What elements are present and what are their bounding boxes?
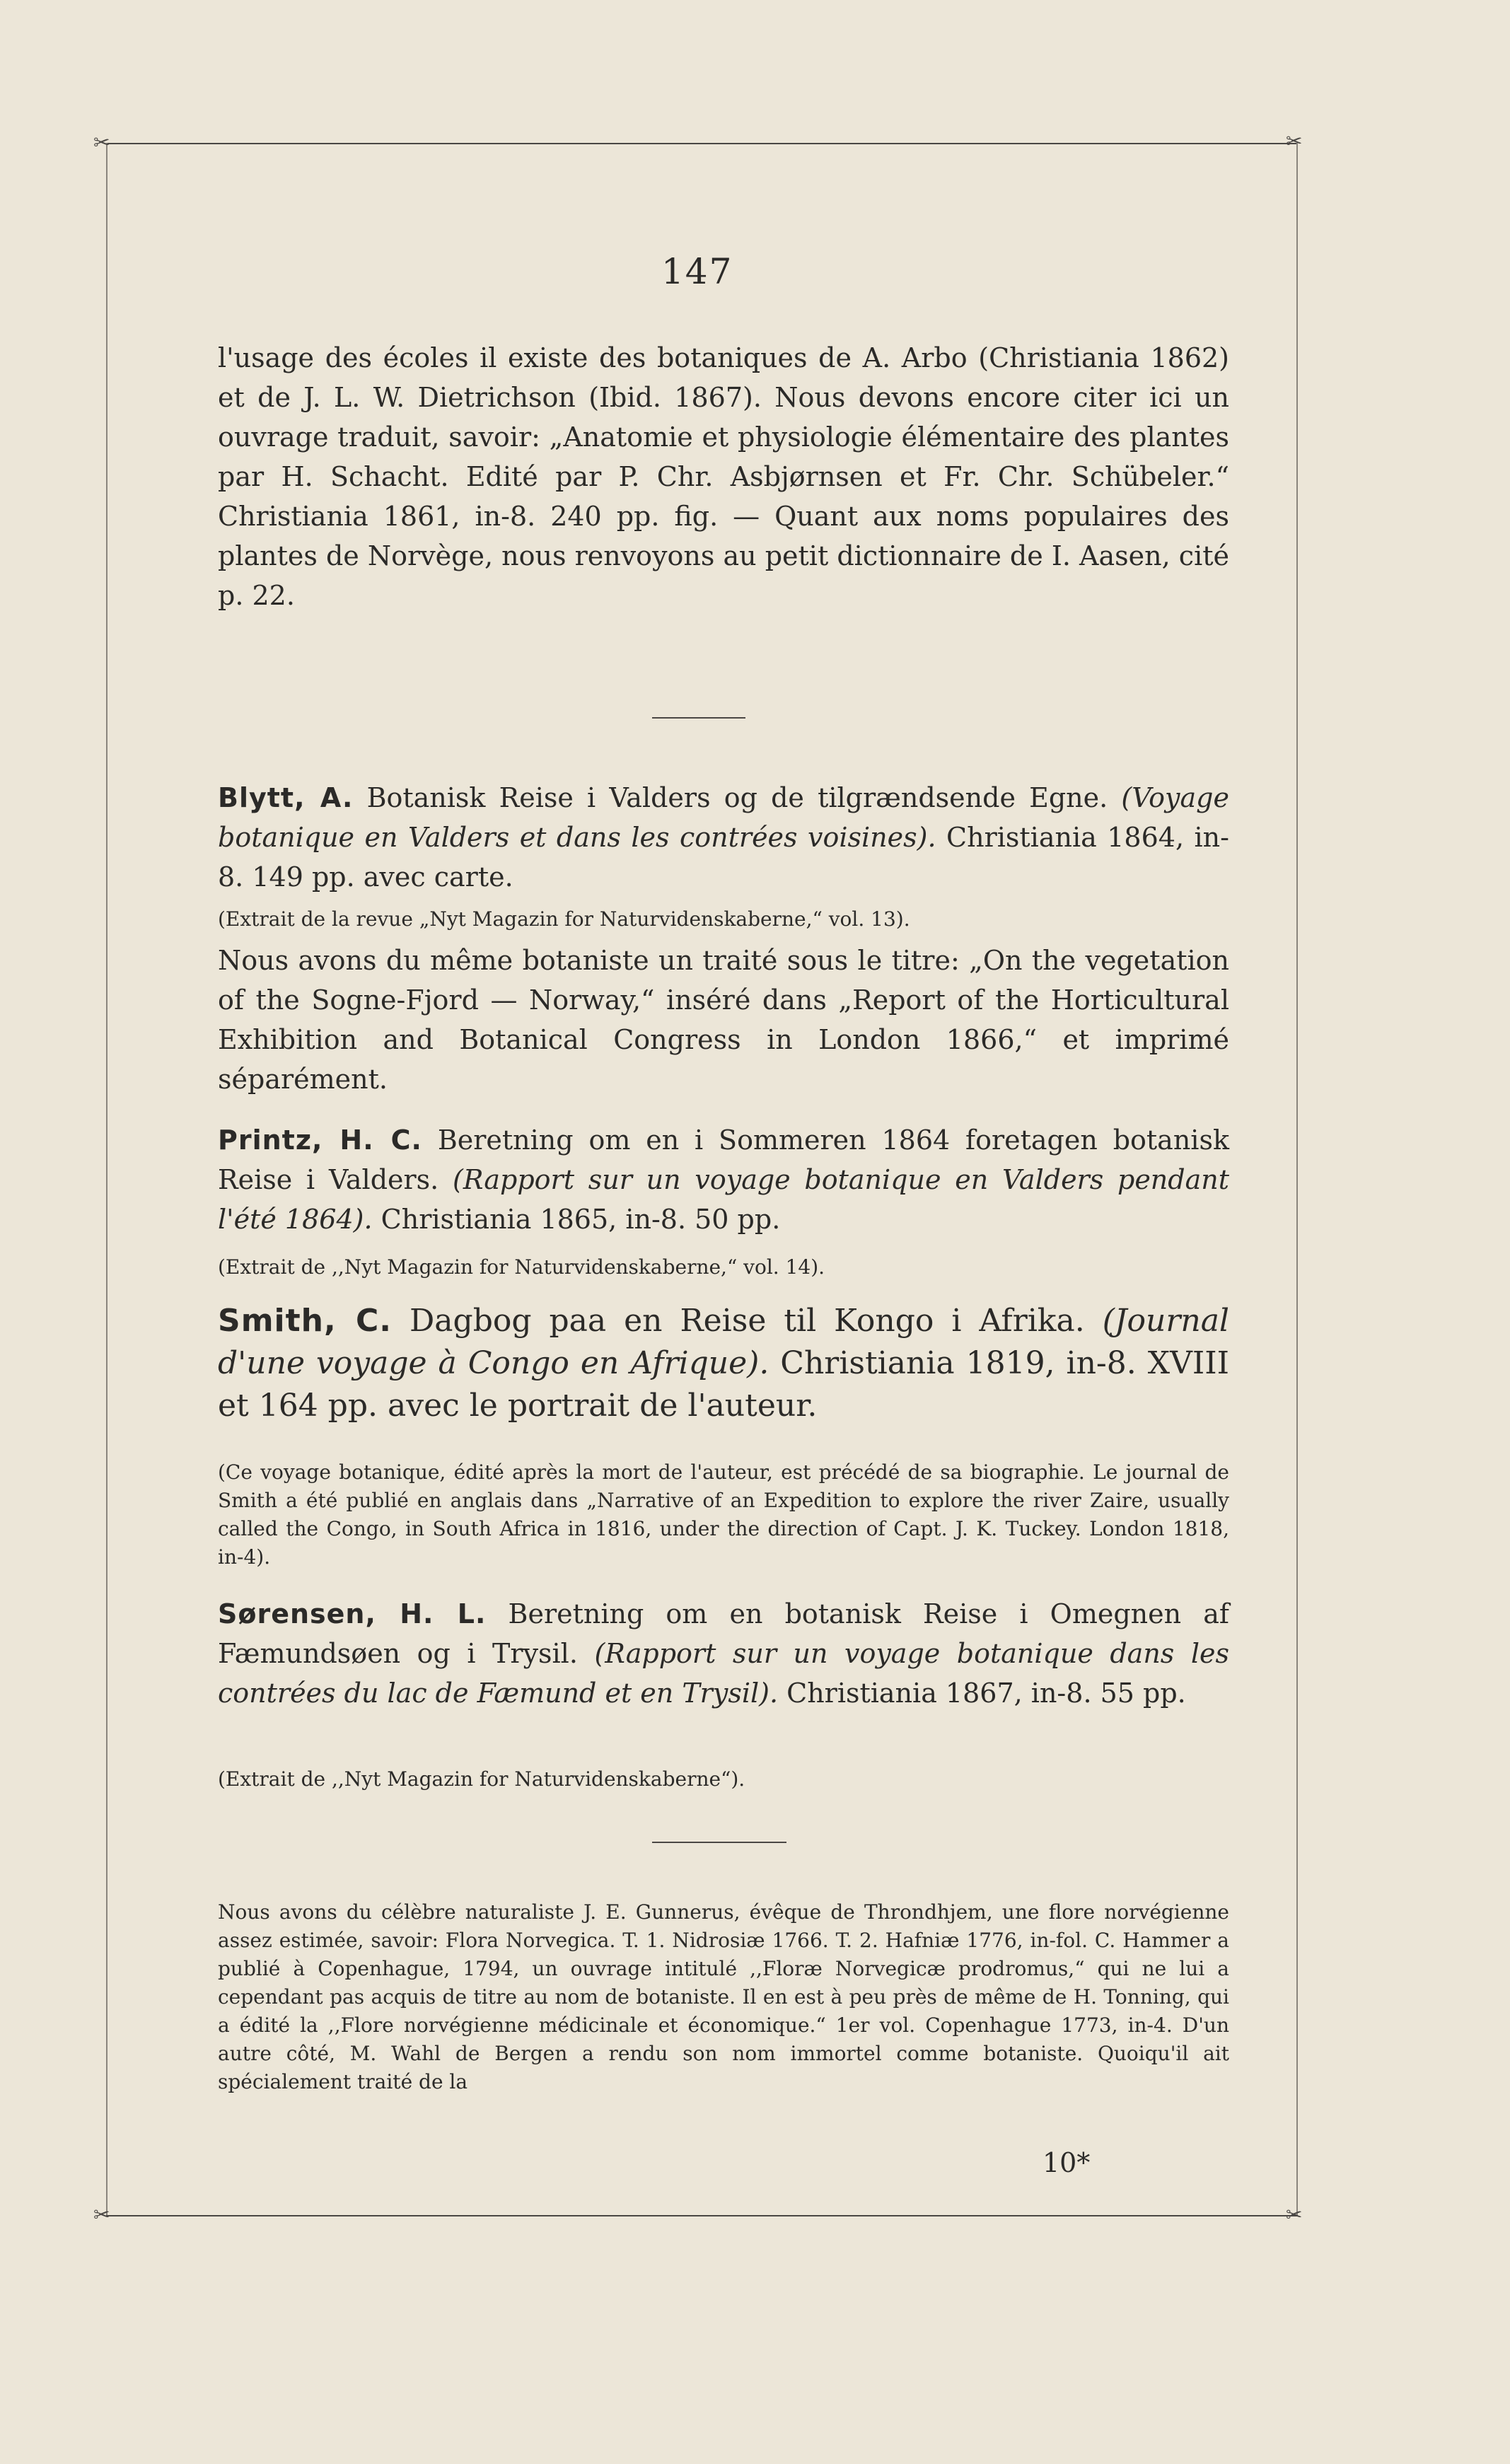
entry-printz <box>218 1120 1229 1239</box>
corner-ornament-icon: ✂ <box>93 2203 110 2226</box>
frame-bottom-rule <box>106 2215 1298 2216</box>
entry-sorensen <box>218 1594 1229 1713</box>
corner-ornament-icon: ✂ <box>93 131 110 154</box>
intro-paragraph: l'usage des écoles il existe des botaniques de A. Arbo (Christiania 1862) et de J. L. W. Dietrichson (Ibid. 1867). Nous devons encore citer ici un ouvrage traduit, savoir: „Anatomie et physiologie élémentaire des plantes par H. Schacht. Edité par P. Chr. Asbjørnsen et Fr. Chr. Schübeler.“ Christiania 1861, in-8. 240 pp. fig. — Quant aux noms populaires des plantes de Norvège, nous renvoyons au petit dictionnaire de I. Aasen, cité p. 22. <box>218 342 1229 611</box>
entry-author: Smith, C. <box>218 1303 393 1339</box>
corner-ornament-icon: ✂ <box>1286 2203 1303 2226</box>
entry-blytt-extra: Nous avons du même botaniste un traité sous le titre: „On the vegetation of the Sogne-Fjord — Norway,“ inséré dans „Report of the Horticultural Exhibition and Botanical Congress in London 1866,“ et imprimé séparément. <box>218 945 1229 1095</box>
frame-right-rule <box>1296 143 1298 2215</box>
corner-ornament-icon: ✂ <box>1286 129 1303 153</box>
entry-blytt-note: (Extrait de la revue „Nyt Magazin for Naturvidenskaberne,“ vol. 13). <box>218 907 910 931</box>
entry-imprint: Christiania 1867, in-8. 55 pp. <box>786 1678 1186 1709</box>
footnote: Nous avons du célèbre naturaliste J. E. Gunnerus, évêque de Throndhjem, une flore norvégienne assez estimée, savoir: Flora Norvegica. T. 1. Nidrosiæ 1766. T. 2. Hafniæ 1776, in-fol. C. Hammer a publié à Copenhague, 1794, un ouvrage intitulé ,,Floræ Norvegicæ prodromus,“ qui ne lui a cependant pas acquis de titre au nom de botaniste. Il en est à peu près de même de H. Tonning, qui a édité la ,,Flore norvégienne médicinale et économique.“ 1er vol. Copenhague 1773, in-4. D'un autre côté, M. Wahl de Bergen a rendu son nom immortel comme botaniste. Quoiqu'il ait spécialement traité de la <box>218 1900 1229 2093</box>
page-number: 147 <box>661 251 733 292</box>
entry-imprint: Christiania 1864, in-8. 149 pp. avec carte. <box>218 822 1229 893</box>
signature-mark: 10* <box>1043 2147 1091 2178</box>
section-divider <box>652 717 745 719</box>
entry-imprint: Christiania 1865, in-8. 50 pp. <box>381 1204 781 1235</box>
entry-translation: (Rapport sur un voyage botanique dans les contrées du lac de Fæmund et en Trysil). <box>218 1638 1229 1709</box>
entry-printz-note: (Extrait de ,,Nyt Magazin for Naturvidenskaberne,“ vol. 14). <box>218 1255 825 1279</box>
entry-smith <box>218 1300 1229 1427</box>
entry-author: Printz, H. C. <box>218 1125 422 1156</box>
entry-author: Sørensen, H. L. <box>218 1598 487 1629</box>
entry-author: Blytt, A. <box>218 782 354 813</box>
entry-imprint: Christiania 1819, in-8. XVIII et 164 pp. avec le portrait de l'auteur. <box>218 1345 1229 1424</box>
frame-top-rule <box>106 143 1298 144</box>
entry-title: Botanisk Reise i Valders og de tilgrændsende Egne. <box>366 782 1108 813</box>
entry-blytt <box>218 778 1229 897</box>
entry-title: Beretning om en i Sommeren 1864 foretagen botanisk Reise i Valders. <box>218 1125 1229 1195</box>
entry-sorensen-note: (Extrait de ,,Nyt Magazin for Naturvidenskaberne“). <box>218 1767 745 1791</box>
entry-translation: (Voyage botanique en Valders et dans les contrées voisines). <box>218 782 1229 853</box>
entry-translation: (Rapport sur un voyage botanique en Valders pendant l'été 1864). <box>218 1164 1230 1235</box>
frame-left-rule <box>106 143 108 2215</box>
entry-translation: (Journal d'une voyage à Congo en Afrique). <box>218 1303 1229 1381</box>
entry-title: Beretning om en botanisk Reise i Omegnen af Fæmundsøen og i Trysil. <box>218 1598 1229 1669</box>
footnote-divider <box>652 1842 786 1843</box>
entry-title: Dagbog paa en Reise til Kongo i Afrika. <box>410 1303 1085 1339</box>
entry-smith-note: (Ce voyage botanique, édité après la mort de l'auteur, est précédé de sa biographie. Le journal de Smith a été publié en anglais dans „Narrative of an Expedition to explore the river Zaire, usually called the Congo, in South Africa in 1816, under the direction of Capt. J. K. Tuckey. London 1818, in-4). <box>218 1460 1229 1569</box>
